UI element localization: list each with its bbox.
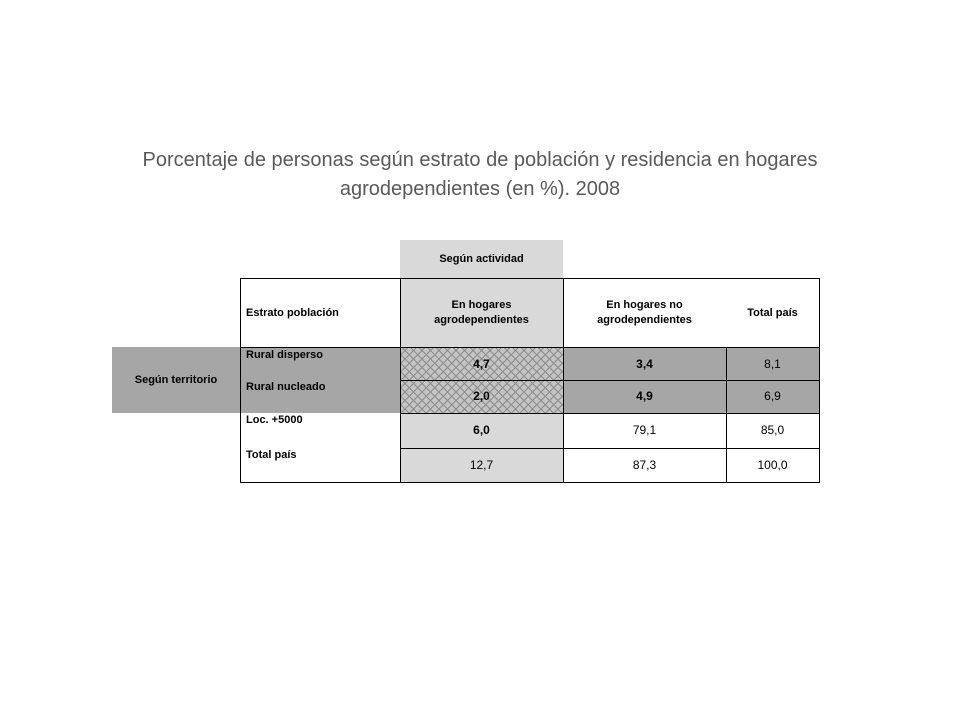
cell-rural-nucleado-agro: 2,0	[400, 380, 563, 413]
cell-total-pais-agro: 12,7	[400, 448, 563, 482]
table-border-top	[240, 278, 820, 279]
col-header-no-agro: En hogares no agrodependientes	[597, 299, 692, 326]
cell-rural-nucleado-total: 6,9	[726, 380, 819, 413]
row-label-rural-disperso: Rural disperso	[240, 348, 400, 380]
row-label-loc-5000: Loc. +5000	[246, 414, 303, 426]
side-header-territorio: Según territorio	[112, 347, 240, 413]
cell-rural-disperso-no-agro: 3,4	[563, 348, 726, 380]
column-divider	[726, 348, 727, 483]
col-header-estrato: Estrato población	[246, 306, 339, 319]
row-label-total-pais: Total país	[246, 449, 297, 461]
cell-rural-disperso-total: 8,1	[726, 348, 819, 380]
table-border-bottom	[240, 482, 820, 483]
table-border-right	[819, 278, 820, 483]
cell-total-pais-no-agro: 87,3	[632, 457, 657, 472]
cell-rural-disperso-agro: 4,7	[400, 348, 563, 380]
cell-rural-nucleado-no-agro: 4,9	[563, 380, 726, 413]
group-header-actividad: Según actividad	[400, 240, 563, 278]
col-header-total: Total país	[747, 306, 798, 319]
cell-loc-5000-agro: 6,0	[400, 413, 563, 448]
column-divider	[400, 278, 401, 483]
row-divider	[400, 413, 820, 414]
table-header-divider	[240, 347, 820, 348]
column-divider	[563, 278, 564, 483]
cell-loc-5000-total: 85,0	[760, 423, 785, 437]
row-divider	[400, 380, 820, 381]
table-border-left	[240, 278, 241, 483]
row-divider	[400, 448, 820, 449]
slide-title: Porcentaje de personas según estrato de población y residencia en hogares agrodependientes (en %). 2008	[142, 149, 818, 200]
cell-total-pais-total: 100,0	[757, 457, 788, 472]
row-label-rural-nucleado: Rural nucleado	[240, 380, 400, 413]
cell-loc-5000-no-agro: 79,1	[632, 423, 657, 437]
col-header-agro: En hogares agrodependientes	[400, 278, 563, 348]
